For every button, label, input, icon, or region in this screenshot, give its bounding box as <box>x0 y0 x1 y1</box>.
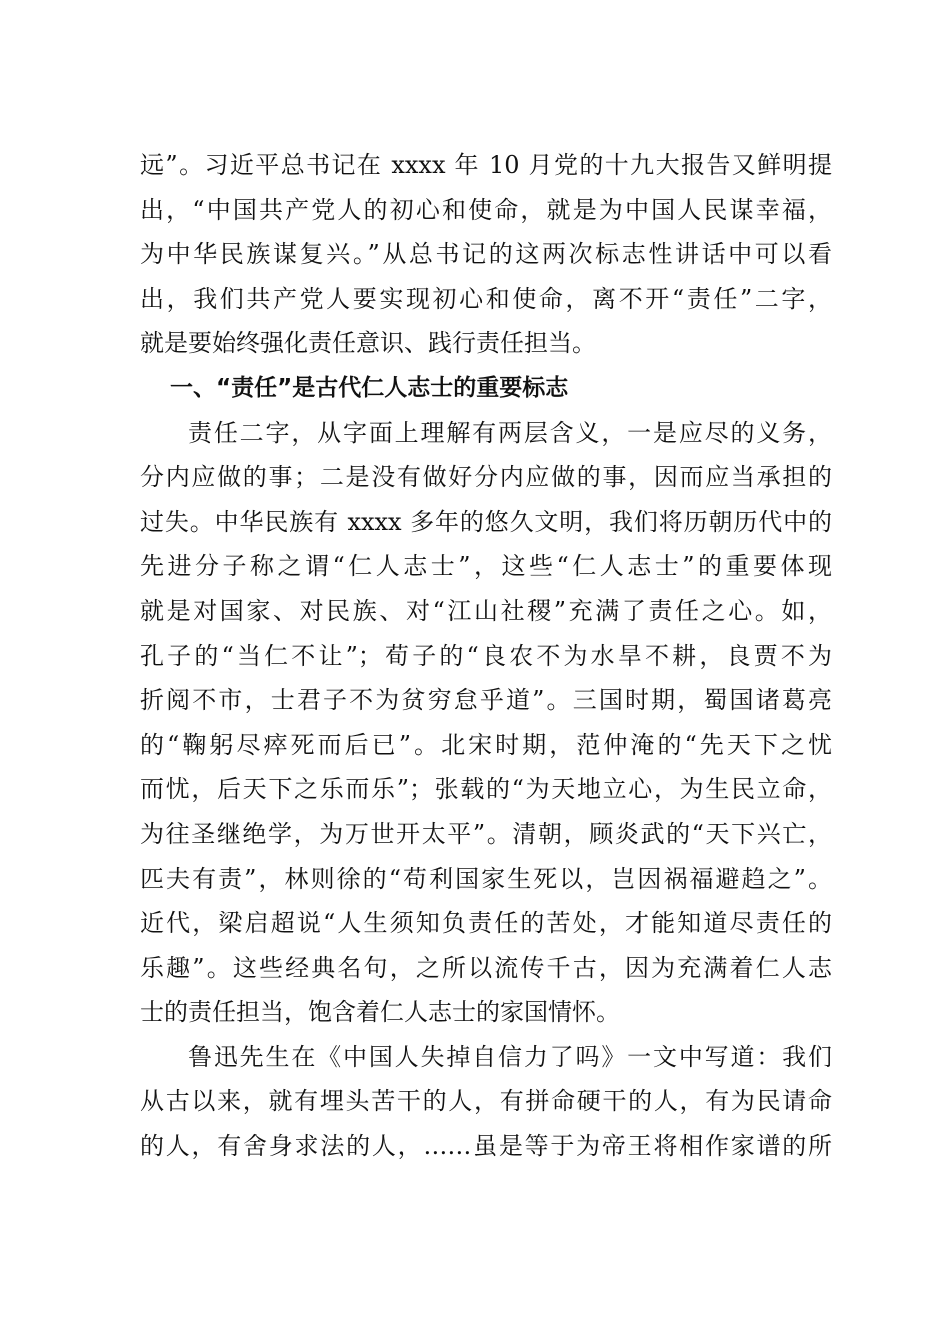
paragraph-line: 鲁迅先生在《中国人失掉自信力了吗》一文中写道：我们 <box>188 1042 832 1071</box>
paragraph-line: 的“鞠躬尽瘁死而后已”。北宋时期，范仲淹的“先天下之忧 <box>140 730 832 759</box>
paragraph-line: 的人，有舍身求法的人，……虽是等于为帝王将相作家谱的所 <box>140 1132 832 1161</box>
document-page <box>140 143 832 1169</box>
paragraph-line: 折阅不市，士君子不为贫穷怠乎道”。三国时期，蜀国诸葛亮 <box>140 686 832 715</box>
intro-line: 为中华民族谋复兴。”从总书记的这两次标志性讲话中可以看 <box>140 240 832 269</box>
paragraph-line: 分内应做的事；二是没有做好分内应做的事，因而应当承担的 <box>140 463 832 492</box>
paragraph-line: 就是对国家、对民族、对“江山社稷”充满了责任之心。如， <box>140 596 832 625</box>
paragraph-line: 而忧，后天下之乐而乐”；张载的“为天地立心，为生民立命， <box>140 775 832 804</box>
paragraph-line: 责任二字，从字面上理解有两层含义，一是应尽的义务， <box>188 418 832 447</box>
intro-line: 出，我们共产党人要实现初心和使命，离不开“责任”二字， <box>140 284 832 313</box>
paragraph-line: 匹夫有责”，林则徐的“苟利国家生死以，岂因祸福避趋之”。 <box>140 864 832 893</box>
paragraph-line: 为往圣继绝学，为万世开太平”。清朝，顾炎武的“天下兴亡， <box>140 819 832 848</box>
intro-line: 出，“中国共产党人的初心和使命，就是为中国人民谋幸福， <box>140 195 832 224</box>
section-heading: 一、“责任”是古代仁人志士的重要标志 <box>170 374 569 401</box>
paragraph-line: 过失。中华民族有 xxxx 多年的悠久文明，我们将历朝历代中的 <box>140 507 832 536</box>
paragraph-line: 孔子的“当仁不让”；荀子的“良农不为水旱不耕，良贾不为 <box>140 641 832 670</box>
intro-line: 远”。习近平总书记在 xxxx 年 10 月党的十九大报告又鲜明提 <box>140 151 832 179</box>
intro-line: 就是要始终强化责任意识、践行责任担当。 <box>140 329 596 358</box>
paragraph-line: 先进分子称之谓“仁人志士”，这些“仁人志士”的重要体现 <box>140 552 832 581</box>
paragraph-line: 士的责任担当，饱含着仁人志士的家国情怀。 <box>140 998 620 1027</box>
paragraph-line: 近代，梁启超说“人生须知负责任的苦处，才能知道尽责任的 <box>140 909 832 938</box>
paragraph-line: 从古以来，就有埋头苦干的人，有拼命硬干的人，有为民请命 <box>140 1087 832 1116</box>
paragraph-line: 乐趣”。这些经典名句，之所以流传千古，因为充满着仁人志 <box>140 953 832 982</box>
